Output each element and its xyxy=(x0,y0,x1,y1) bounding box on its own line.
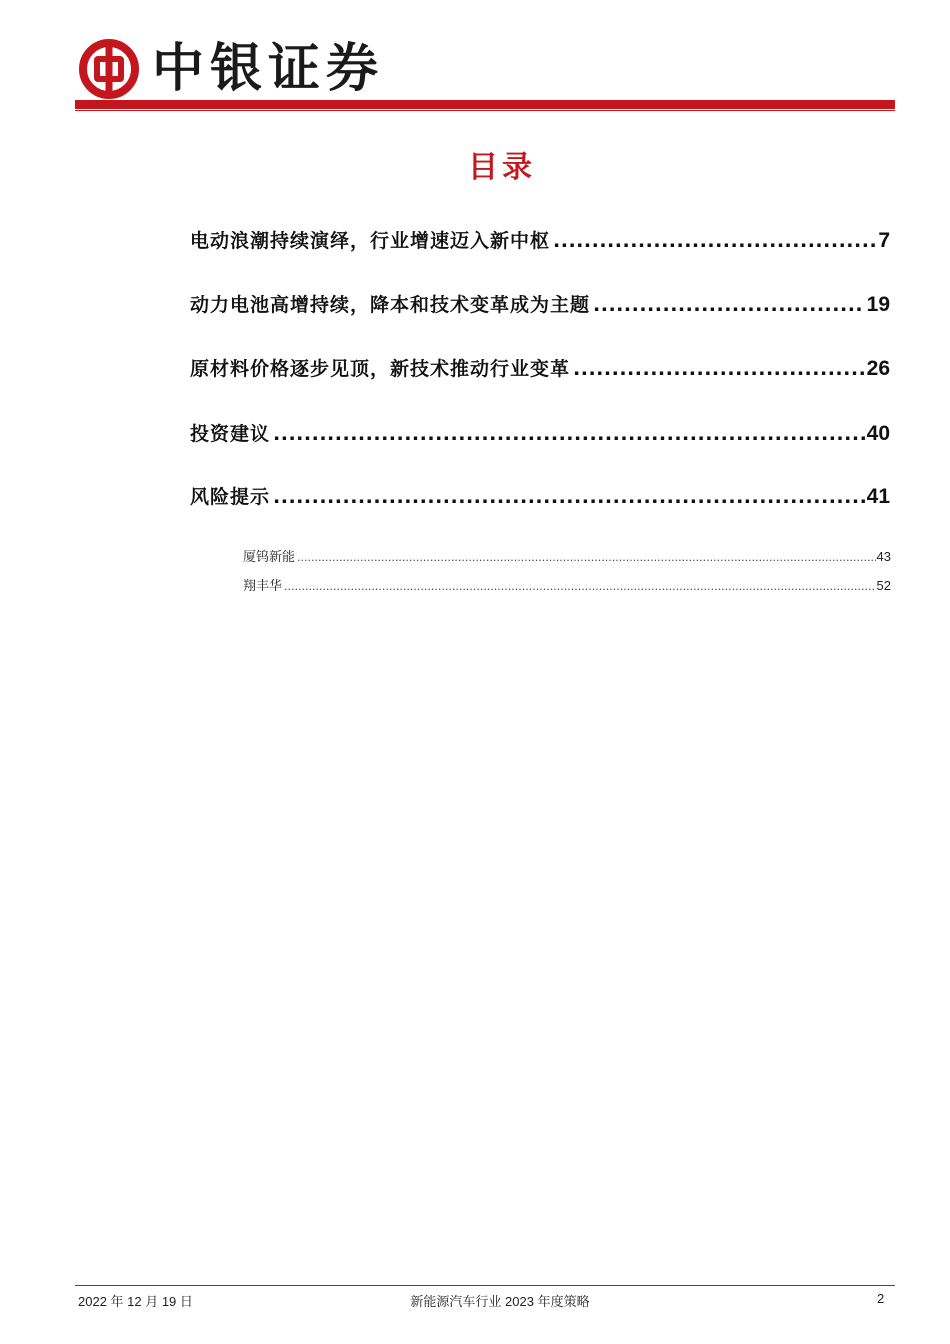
toc-entry-page: 26 xyxy=(866,357,890,380)
toc-entry-page: 41 xyxy=(866,485,890,508)
toc-leader xyxy=(284,580,876,593)
toc-entry[interactable] xyxy=(190,354,890,381)
toc-leader xyxy=(273,423,865,445)
toc-entry-page: 40 xyxy=(866,422,890,445)
footer-date: 2022 年 12 月 19 日 xyxy=(78,1294,193,1309)
toc-sub-page: 43 xyxy=(876,549,891,564)
toc-entry-label: 投资建议 xyxy=(190,423,271,445)
toc-sub-entry[interactable] xyxy=(243,575,891,594)
toc-sub-entry[interactable] xyxy=(243,546,891,565)
toc-leader xyxy=(573,358,865,380)
toc-sub-label: 翔丰华 xyxy=(243,579,283,594)
toc-entry-page: 7 xyxy=(878,229,890,252)
bank-of-china-logo-icon xyxy=(78,38,140,100)
toc-entry-page: 19 xyxy=(866,293,890,316)
brand-name: 中银证券 xyxy=(152,38,385,99)
toc-entry[interactable] xyxy=(190,290,890,317)
header-rule-thin xyxy=(75,110,895,111)
footer-report-title: 新能源汽车行业 2023 年度策略 xyxy=(410,1294,590,1309)
footer-rule xyxy=(75,1285,895,1286)
toc-sub-page: 52 xyxy=(876,578,891,593)
toc-leader xyxy=(593,294,865,316)
toc-leader xyxy=(273,486,865,508)
toc-entry-label: 动力电池高增持续，降本和技术变革成为主题 xyxy=(190,294,591,316)
header-rule xyxy=(75,100,895,109)
toc-entry-label: 电动浪潮持续演绎，行业增速迈入新中枢 xyxy=(190,230,551,252)
toc-entry[interactable] xyxy=(190,482,890,509)
toc-leader xyxy=(297,551,876,564)
toc-entry-label: 风险提示 xyxy=(190,486,271,508)
toc-entry[interactable] xyxy=(190,419,890,446)
toc-entry[interactable] xyxy=(190,226,890,253)
toc-sub-label: 厦钨新能 xyxy=(243,550,296,565)
footer-page-number: 2 xyxy=(877,1291,885,1306)
toc-entry-label: 原材料价格逐步见顶，新技术推动行业变革 xyxy=(190,358,571,380)
toc-title: 目录 xyxy=(468,150,536,185)
toc-leader xyxy=(553,230,876,252)
